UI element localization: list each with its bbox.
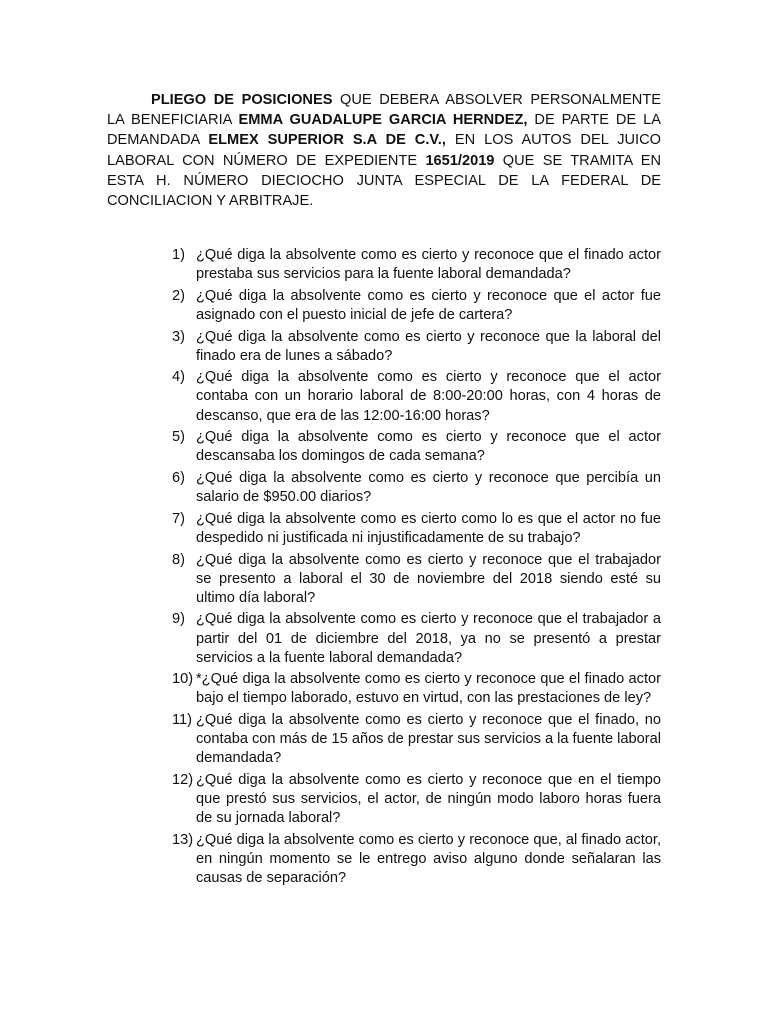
question-item <box>0 771 661 828</box>
question-text: ¿Qué diga la absolvente como es cierto y reconoce que percibía un salario de $950.00 diarios? <box>196 470 661 506</box>
question-number: 9) <box>172 611 185 628</box>
question-number: 10) <box>172 671 194 688</box>
question-number: 1) <box>172 247 185 263</box>
question-text: ¿Qué diga la absolvente como es cierto y reconoce que el finado actor prestaba sus servicios para la fuente laboral demandada? <box>196 247 661 283</box>
question-text: ¿Qué diga la absolvente como es cierto y reconoce que el actor contaba con un horario laboral de 8:00-20:00 horas, con 4 horas de descanso, que era de las 12:00-16:00 horas? <box>196 369 661 424</box>
beneficiary-name: EMMA GUADALUPE GARCIA HERNDEZ, <box>238 112 528 129</box>
question-number: 4) <box>172 369 185 386</box>
question-number: 6) <box>172 470 185 486</box>
intro-text-1: QUE DEBERA ABSOLVER PERSONALMENTE LA BENEFICIARIA <box>107 92 661 129</box>
question-text: ¿Qué diga la absolvente como es cierto y reconoce que en el tiempo que prestó sus servicios, el actor, de ningún modo laboro horas fuera de su jornada laboral? <box>196 771 661 827</box>
question-text: ¿Qué diga la absolvente como es cierto y reconoce que, al finado actor, en ningún momento se le entrego aviso alguno donde señalaran las causas de separación? <box>196 831 661 887</box>
intro-paragraph <box>107 90 661 211</box>
question-item <box>0 831 661 888</box>
question-item <box>0 610 661 667</box>
question-item <box>0 551 661 608</box>
question-item <box>0 287 661 325</box>
question-item <box>0 469 661 507</box>
question-text: ¿Qué diga la absolvente como es cierto y reconoce que el actor descansaba los domingos de cada semana? <box>196 429 661 465</box>
question-number: 8) <box>172 551 185 568</box>
question-text: ¿Qué diga la absolvente como es cierto y reconoce que el trabajador a partir del 01 de diciembre del 2018, ya no se presentó a prestar servicios a la fuente laboral demandada? <box>196 611 661 666</box>
case-number: 1651/2019 <box>425 152 495 169</box>
question-text: ¿Qué diga la absolvente como es cierto y reconoce que el trabajador se presento a laboral el 30 de noviembre del 2018 siendo esté su ultimo día laboral? <box>196 551 661 606</box>
question-number: 5) <box>172 429 185 446</box>
question-item <box>0 711 661 768</box>
question-list <box>0 246 768 891</box>
question-number: 2) <box>172 287 185 304</box>
question-text: ¿Qué diga la absolvente como es cierto y reconoce que el finado, no contaba con más de 15 años de prestar sus servicios a la fuente laboral demandada? <box>196 712 661 767</box>
question-number: 12) <box>172 771 194 788</box>
question-item <box>0 670 661 708</box>
company-name: ELMEX SUPERIOR S.A DE C.V., <box>208 132 446 149</box>
question-text: ¿Qué diga la absolvente como es cierto y reconoce que el actor fue asignado con el puesto inicial de jefe de cartera? <box>196 287 661 323</box>
question-item <box>0 368 661 425</box>
question-text: ¿Qué diga la absolvente como es cierto como lo es que el actor no fue despedido ni justificada ni injustificadamente de su trabajo? <box>196 510 661 546</box>
question-item <box>0 246 661 284</box>
question-text: ¿Qué diga la absolvente como es cierto y reconoce que la laboral del finado era de lunes a sábado? <box>196 328 661 364</box>
intro-text-4: QUE SE TRAMITA EN ESTA H. NÚMERO DIECIOCHO JUNTA ESPECIAL DE LA FEDERAL DE CONCILIACION Y ARBITRAJE. <box>107 152 661 210</box>
question-item <box>0 328 661 366</box>
question-number: 13) <box>172 831 194 848</box>
question-item <box>0 428 661 466</box>
intro-text-2: DE PARTE DE LA DEMANDADA <box>107 112 661 149</box>
question-text: *¿Qué diga la absolvente como es cierto y reconoce que el finado actor bajo el tiempo laborado, estuvo en virtud, con las prestaciones de ley? <box>196 671 661 707</box>
question-number: 3) <box>172 328 185 345</box>
question-item <box>0 510 661 548</box>
question-number: 11) <box>172 712 193 729</box>
intro-text-3: EN LOS AUTOS DEL JUICO LABORAL CON NÚMERO DE EXPEDIENTE <box>107 132 662 169</box>
question-number: 7) <box>172 510 185 527</box>
intro-title: PLIEGO DE POSICIONES <box>151 92 333 108</box>
